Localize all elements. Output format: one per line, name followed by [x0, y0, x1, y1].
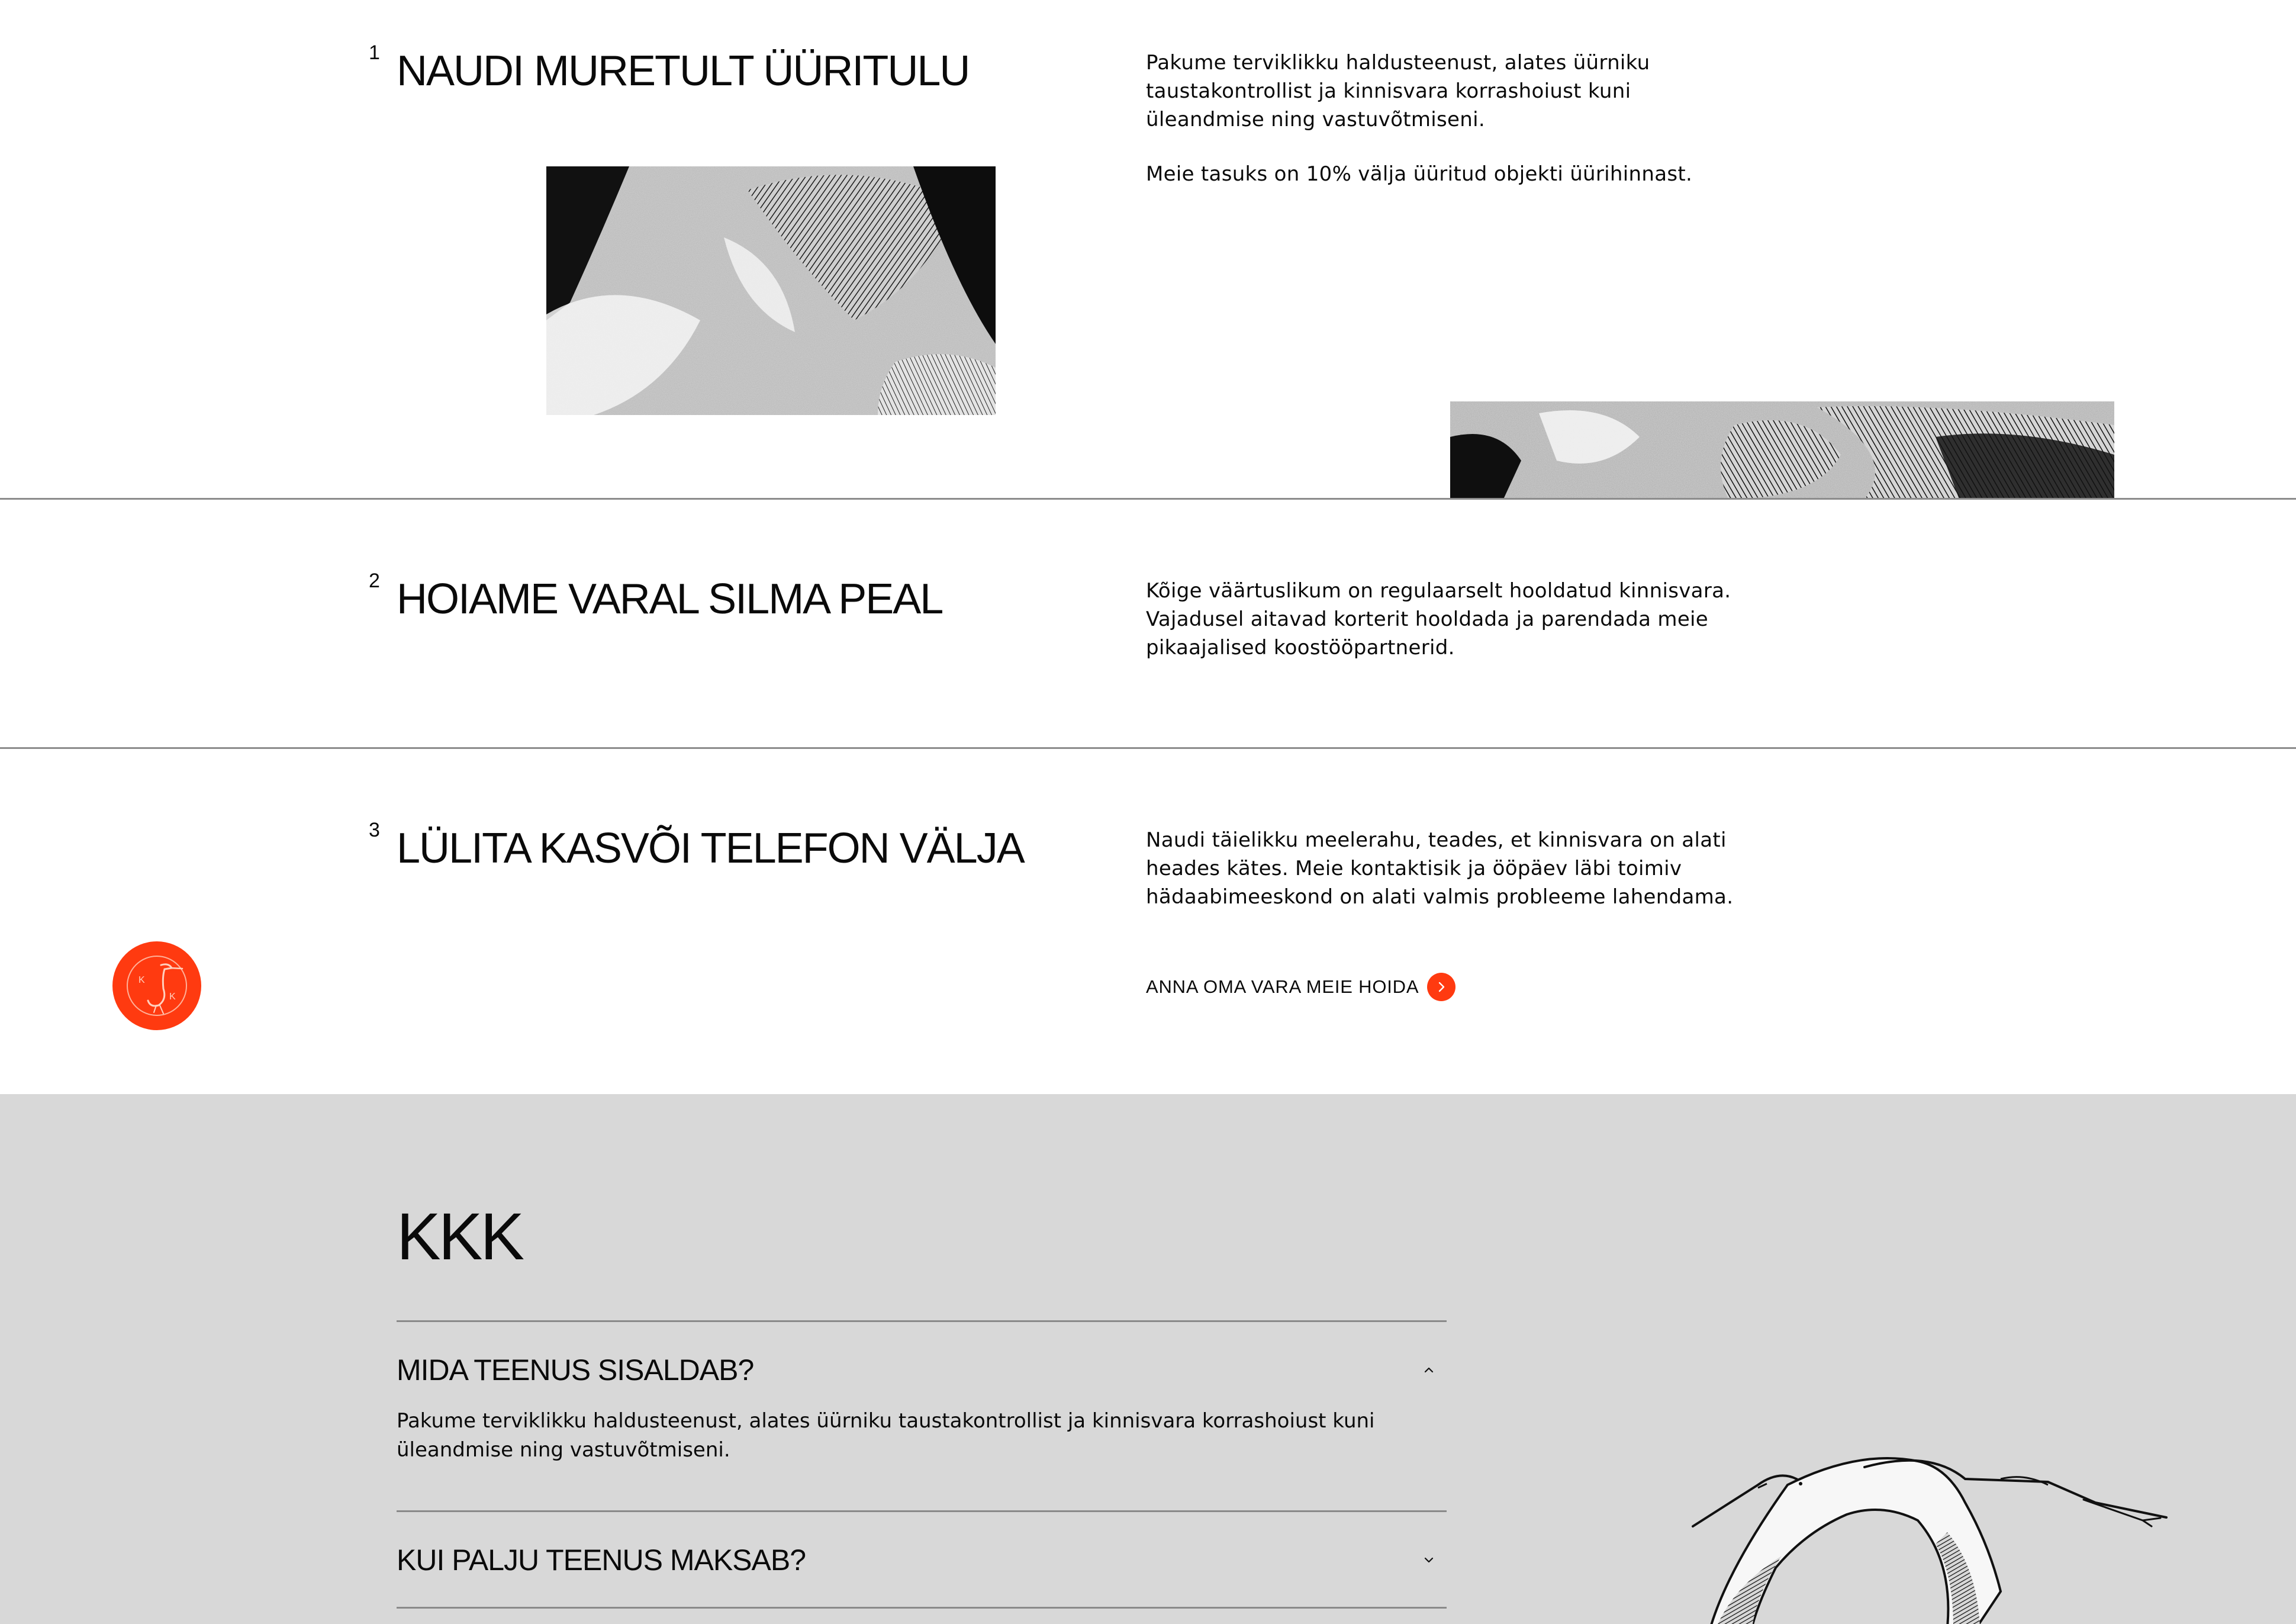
chevron-up-icon [1418, 1359, 1440, 1381]
feature-number: 3 [369, 819, 380, 841]
feature-text: Meie tasuks on 10% välja üüritud objekti üürihinnast. [1146, 162, 1693, 186]
feature-number: 1 [369, 41, 380, 64]
heron-logo-badge[interactable] [112, 941, 201, 1030]
feature-2 [0, 500, 2296, 747]
chevron-right-icon [1427, 973, 1455, 1001]
chevron-down-icon [1418, 1549, 1440, 1571]
cta-label: ANNA OMA VARA MEIE HOIDA [1146, 976, 1419, 997]
faq-divider [397, 1607, 1447, 1609]
faq-divider [397, 1320, 1447, 1322]
feature-number: 2 [369, 570, 380, 592]
feature-3 [0, 749, 2296, 1094]
feature-text: Kõige väärtuslikum on regulaarselt hooldatud kinnisvara. Vajadusel aitavad korterit hooldada ja parendada meie pikaajalised koostööpartnerid. [1146, 579, 1731, 660]
faq-answer: Pakume terviklikku haldusteenust, alates üürniku taustakontrollist ja kinnisvara korrashoiust kuni üleandmise ning vastuvõtmiseni. [397, 1409, 1375, 1462]
heron-logo-icon [112, 941, 201, 1030]
faq-question-label: KUI PALJU TEENUS MAKSAB? [397, 1543, 806, 1577]
feature-text: Naudi täielikku meelerahu, teades, et kinnisvara on alati heades kätes. Meie kontaktisik ja ööpäev läbi toimiv hädaabimeeskond on alati valmis probleeme lahendama. [1146, 828, 1734, 909]
feather-photo [546, 166, 996, 415]
feature-title: LÜLITA KASVÕI TELEFON VÄLJA [397, 825, 1024, 872]
faq-question-label: MIDA TEENUS SISALDAB? [397, 1353, 754, 1387]
feather-photo [1450, 401, 2114, 499]
feature-title: NAUDI MURETULT ÜÜRITULU [397, 47, 970, 95]
feather-image [546, 166, 996, 415]
faq-question-2[interactable] [397, 1542, 1447, 1578]
faq-section [0, 1094, 2296, 1624]
faq-question-1[interactable] [397, 1352, 1447, 1388]
svg-text:K: K [169, 992, 176, 1002]
flying-heron-illustration [1669, 1414, 2202, 1624]
feature-text: Pakume terviklikku haldusteenust, alates üürniku taustakontrollist ja kinnisvara korrashoiust kuni üleandmise ning vastuvõtmiseni. [1146, 51, 1650, 131]
faq-divider [397, 1510, 1447, 1512]
feature-title: HOIAME VARAL SILMA PEAL [397, 575, 943, 623]
feature-1 [0, 0, 2296, 499]
faq-title: KKK [397, 1199, 523, 1274]
cta-link[interactable] [1146, 973, 1455, 1001]
feather-image [1450, 401, 2114, 499]
svg-text:K: K [139, 975, 145, 985]
